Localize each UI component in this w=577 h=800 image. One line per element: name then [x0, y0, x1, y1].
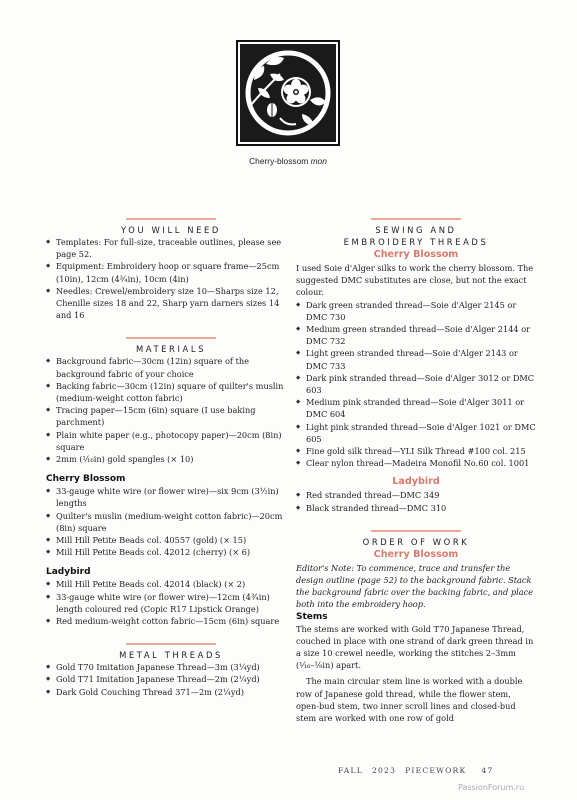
list-item: ◆ Dark green stranded thread—Soie d'Alger 2145 or DMC 730	[296, 299, 536, 323]
sewing-intro: I used Soie d'Alger silks to work the cherry blossom. The suggested DMC substitutes are close, but not the exact colour.	[296, 263, 534, 298]
section-title-line2: EMBROIDERY THREADS	[343, 237, 489, 247]
list-item: ◆ Black stranded thread—DMC 310	[296, 502, 536, 514]
materials-cherry-title: Cherry Blossom	[46, 474, 126, 485]
list-item: ◆ Needles: Crewel/embroidery size 10—Sharps size 12, Chenille sizes 18 and 22, Sharp yarn darners sizes 14 and 16	[46, 285, 296, 322]
list-item: ◆ Medium green stranded thread—Soie d'Alger 2144 or DMC 732	[296, 323, 536, 347]
list-item: ◆ Gold T71 Imitation Japanese Thread—2m (2¼yd)	[46, 673, 296, 685]
order-cherry-title: Cherry Blossom	[373, 548, 459, 560]
cherry-blossom-mon-figure	[236, 40, 340, 166]
list-item: ◆ Light green stranded thread—Soie d'Alger 2143 or DMC 733	[296, 347, 536, 371]
caption-text: Cherry-blossom	[249, 156, 309, 166]
heading-rule	[126, 643, 216, 645]
list-item: ◆ Backing fabric—30cm (12in) square of quilter's muslin (medium-weight cotton fabric)	[46, 380, 296, 404]
page-number: 47	[481, 766, 494, 775]
stems-paragraph-1: The stems are worked with Gold T70 Japanese Thread, couched in place with one strand of dark green thread in a size 10 crewel needle, working the stitches 2–3mm (¹⁄₁₆–⅛in) apart.	[296, 623, 534, 671]
cherry-blossom-mon-illustration	[240, 44, 336, 142]
heading-rule	[371, 218, 461, 220]
footer-magazine: PIECEWORK	[405, 766, 467, 775]
sewing-ladybird-title: Ladybird	[392, 476, 440, 488]
right-column	[296, 218, 536, 724]
list-item: ◆ Quilter's muslin (medium-weight cotton fabric)—20cm (8in) square	[46, 510, 296, 534]
list-item: ◆ Equipment: Embroidery hoop or square frame—25cm (10in), 12cm (4¾in), 10cm (4in)	[46, 260, 296, 284]
section-title: METAL THREADS	[119, 650, 223, 661]
list-item: ◆ 33-gauge white wire (or flower wire)—12cm (4¾in) length coloured red (Copic R17 Lipstick Orange)	[46, 591, 296, 615]
heading-rule	[126, 337, 216, 339]
list-item: ◆ Dark pink stranded thread—Soie d'Alger 3012 or DMC 603	[296, 372, 536, 396]
figure-caption	[236, 156, 340, 166]
stems-paragraph-2: The main circular stem line is worked with a double row of Japanese gold thread, while the flower stem, open-bud stem, two inner scroll lines and closed-bud stem are worked with one row of gold	[296, 676, 523, 724]
list-item: ◆ Plain white paper (e.g., photocopy paper)—20cm (8in) square	[46, 429, 296, 453]
order-of-work-heading	[296, 530, 536, 548]
caption-italic: mon	[310, 156, 327, 166]
list-item: ◆ Tracing paper—15cm (6in) square (I use baking parchment)	[46, 404, 296, 428]
sewing-cherry-list	[296, 299, 536, 470]
section-title: YOU WILL NEED	[121, 225, 221, 235]
left-column	[46, 218, 296, 698]
metal-threads-heading	[46, 643, 296, 661]
materials-cherry-list	[46, 485, 296, 558]
list-item: ◆ Clear nylon thread—Madeira Monofil No.60 col. 1001	[296, 457, 536, 469]
metal-threads-list	[46, 661, 296, 698]
footer-season: FALL	[338, 766, 363, 775]
list-item: ◆ Mill Hill Petite Beads col. 42014 (black) (× 2)	[46, 578, 296, 590]
list-item: ◆ 33-gauge white wire (or flower wire)—six 9cm (3½in) lengths	[46, 485, 296, 509]
stems-title: Stems	[296, 611, 328, 622]
mon-image-frame	[236, 40, 340, 146]
materials-list	[46, 355, 296, 465]
list-item: ◆ Mill Hill Petite Beads col. 40557 (gold) (× 15)	[46, 534, 296, 546]
materials-ladybird-title: Ladybird	[46, 567, 91, 578]
list-item: ◆ Fine gold silk thread—YLI Silk Thread #100 col. 215	[296, 445, 536, 457]
materials-ladybird-list	[46, 578, 296, 627]
materials-heading	[46, 337, 296, 355]
list-item: ◆ Templates: For full-size, traceable outlines, please see page 52.	[46, 236, 296, 260]
editors-note: Editor's Note: To commence, trace and transfer the design outline (page 52) to the background fabric. Stack the background fabric over the backing fabric, and place both into the embroidery hoop.	[296, 562, 534, 610]
sewing-ladybird-list	[296, 489, 536, 513]
sewing-cherry-title: Cherry Blossom	[373, 249, 459, 260]
list-item: ◆ Red stranded thread—DMC 349	[296, 489, 536, 501]
list-item: ◆ Mill Hill Petite Beads col. 42012 (cherry) (× 6)	[46, 546, 296, 558]
section-title-line1: SEWING AND	[375, 225, 457, 235]
you-will-need-heading	[46, 218, 296, 236]
you-will-need-list	[46, 236, 296, 321]
watermark: PassionForum.ru	[458, 783, 525, 792]
section-title: MATERIALS	[135, 344, 207, 355]
list-item: ◆ 2mm (¹⁄₁₆in) gold spangles (× 10)	[46, 453, 296, 465]
sewing-heading	[296, 218, 536, 248]
list-item: ◆ Dark Gold Couching Thread 371—2m (2¼yd)	[46, 686, 296, 698]
list-item: ◆ Medium pink stranded thread—Soie d'Alger 3011 or DMC 604	[296, 396, 536, 420]
page-footer	[338, 766, 493, 775]
heading-rule	[126, 218, 216, 220]
list-item: ◆ Red medium-weight cotton fabric—15cm (6in) square	[46, 615, 296, 627]
section-title: ORDER OF WORK	[362, 536, 470, 547]
heading-rule	[371, 530, 461, 532]
list-item: ◆ Gold T70 Imitation Japanese Thread—3m (3¼yd)	[46, 661, 296, 673]
list-item: ◆ Background fabric—30cm (12in) square of the background fabric of your choice	[46, 355, 296, 379]
footer-year: 2023	[371, 766, 397, 775]
list-item: ◆ Light pink stranded thread—Soie d'Alger 1021 or DMC 605	[296, 421, 536, 445]
